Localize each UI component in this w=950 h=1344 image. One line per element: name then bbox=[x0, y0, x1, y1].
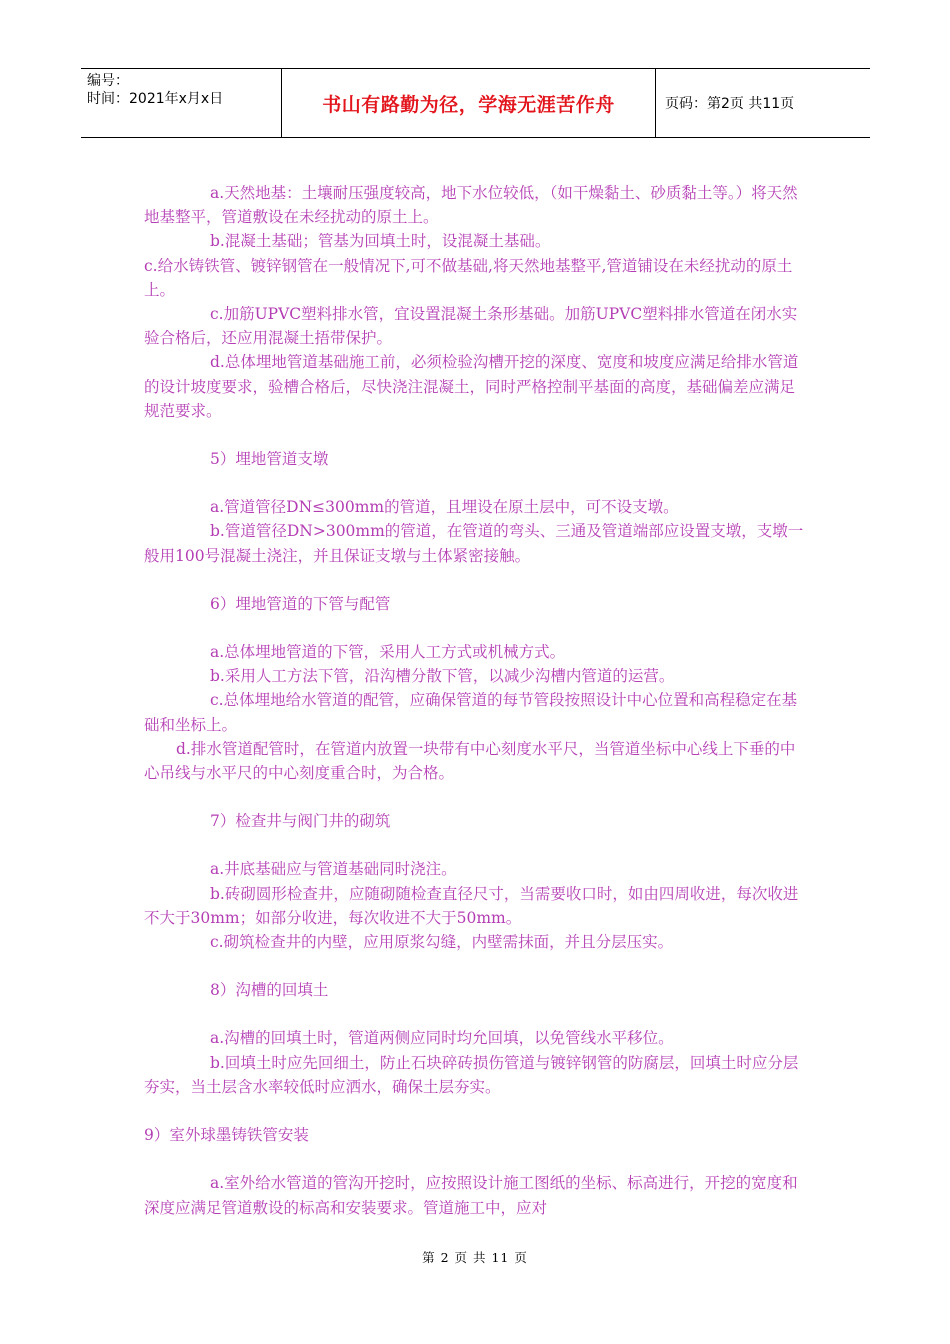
paragraph: c.给水铸铁管、镀锌钢管在一般情况下,可不做基础,将天然地基整平,管道铺设在未经扰动的原土上。 bbox=[144, 256, 793, 299]
header-motto: 书山有路勤为径，学海无涯苦作舟 bbox=[281, 69, 656, 137]
paragraph: b.采用人工方法下管，沿沟槽分散下管，以减少沟槽内管道的运营。 bbox=[210, 667, 675, 686]
paragraph: a.总体埋地管道的下管，采用人工方式或机械方式。 bbox=[210, 643, 566, 662]
paragraph: c.总体埋地给水管道的配管，应确保管道的每节管段按照设计中心位置和高程稳定在基础和坐标上。 bbox=[144, 691, 798, 734]
paragraph: d.排水管道配管时，在管道内放置一块带有中心刻度水平尺，当管道坐标中心线上下垂的中心吊线与水平尺的中心刻度重合时，为合格。 bbox=[144, 739, 796, 783]
header-meta bbox=[81, 69, 281, 137]
paragraph: a.天然地基：土壤耐压强度较高，地下水位较低，（如干燥黏土、砂质黏土等。）将天然地基整平，管道敷设在未经扰动的原土上。 bbox=[144, 184, 798, 227]
paragraph: c.砌筑检查井的内壁，应用原浆勾缝，内壁需抹面，并且分层压实。 bbox=[210, 933, 674, 952]
paragraph: b.砖砌圆形检查井，应随砌随检查直径尺寸，当需要收口时，如由四周收进，每次收进不大于30mm；如部分收进，每次收进不大于50mm。 bbox=[144, 884, 799, 927]
paragraph: b.管道管径DN>300mm的管道，在管道的弯头、三通及管道端部应设置支墩，支墩一般用100号混凝土浇注，并且保证支墩与土体紧密接触。 bbox=[144, 522, 804, 565]
section-heading: 8）沟槽的回填土 bbox=[210, 981, 329, 1000]
header-page-label: 页码：第2页 共11页 bbox=[665, 96, 795, 112]
document-time-label: 时间：2021年x月x日 bbox=[87, 91, 224, 107]
paragraph: b.混凝土基础；管基为回填土时，设混凝土基础。 bbox=[210, 232, 551, 251]
document-body bbox=[144, 181, 804, 1220]
paragraph: b.回填土时应先回细土，防止石块碎砖损伤管道与镀锌钢管的防腐层，回填土时应分层夯实，当土层含水率较低时应洒水，确保土层夯实。 bbox=[144, 1053, 799, 1096]
paragraph: a.沟槽的回填土时，管道两侧应同时均允回填，以免管线水平移位。 bbox=[210, 1029, 674, 1048]
section-heading: 7）检查井与阀门井的砌筑 bbox=[210, 812, 391, 831]
paragraph: d.总体埋地管道基础施工前，必须检验沟槽开挖的深度、宽度和坡度应满足给排水管道的设计坡度要求，验槽合格后，尽快浇注混凝土，同时严格控制平基面的高度，基础偏差应满足规范要求。 bbox=[144, 353, 799, 420]
page-header bbox=[81, 68, 870, 138]
paragraph: c.加筋UPVC塑料排水管，宜设置混凝土条形基础。加筋UPVC塑料排水管道在闭水实验合格后，还应用混凝土捂带保护。 bbox=[144, 305, 798, 348]
paragraph: a.室外给水管道的管沟开挖时，应按照设计施工图纸的坐标、标高进行，开挖的宽度和深度应满足管道敷设的标高和安装要求。管道施工中，应对 bbox=[144, 1174, 798, 1217]
document-number-label: 编号： bbox=[87, 73, 129, 89]
paragraph: a.井底基础应与管道基础同时浇注。 bbox=[210, 860, 457, 879]
section-heading: 9）室外球墨铸铁管安装 bbox=[144, 1126, 309, 1145]
page-footer: 第 2 页 共 11 页 bbox=[422, 1250, 528, 1265]
paragraph: a.管道管径DN≤300mm的管道，且埋设在原土层中，可不设支墩。 bbox=[210, 498, 679, 517]
section-heading: 5）埋地管道支墩 bbox=[210, 450, 329, 469]
section-heading: 6）埋地管道的下管与配管 bbox=[210, 594, 391, 613]
